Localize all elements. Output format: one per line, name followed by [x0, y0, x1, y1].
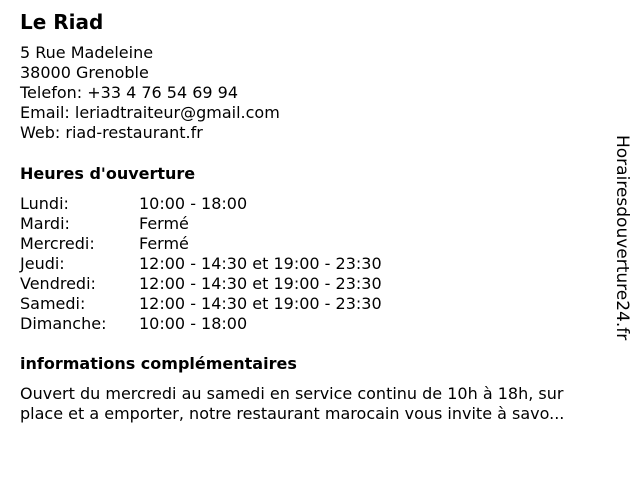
additional-info-heading: informations complémentaires: [20, 354, 297, 373]
day-label: Vendredi:: [20, 274, 96, 293]
hours-row-saturday: [20, 294, 382, 314]
address-city: 38000 Grenoble: [20, 63, 149, 82]
day-label: Samedi:: [20, 294, 86, 313]
day-hours: 12:00 - 14:30 et 19:00 - 23:30: [139, 294, 382, 313]
hours-row-sunday: [20, 314, 382, 334]
hours-row-wednesday: [20, 234, 382, 254]
hours-row-thursday: [20, 254, 382, 274]
day-label: Lundi:: [20, 194, 69, 213]
day-label: Dimanche:: [20, 314, 107, 333]
hours-row-friday: [20, 274, 382, 294]
email-address: Email: leriadtraiteur@gmail.com: [20, 103, 280, 122]
additional-info-text: Ouvert du mercredi au samedi en service continu de 10h à 18h, sur place et a emporter, notre restaurant marocain vous invite à savo...: [20, 384, 565, 423]
opening-hours-heading: Heures d'ouverture: [20, 164, 196, 183]
hours-row-tuesday: [20, 214, 382, 234]
day-hours: Fermé: [139, 234, 189, 253]
day-hours: 12:00 - 14:30 et 19:00 - 23:30: [139, 274, 382, 293]
day-hours: 12:00 - 14:30 et 19:00 - 23:30: [139, 254, 382, 273]
day-hours: Fermé: [139, 214, 189, 233]
business-contact-block: [20, 43, 280, 143]
address-street: 5 Rue Madeleine: [20, 43, 154, 62]
website: Web: riad-restaurant.fr: [20, 123, 203, 142]
side-watermark: Horairesdouverture24.fr: [612, 135, 632, 341]
day-hours: 10:00 - 18:00: [139, 194, 248, 213]
opening-hours-table: [20, 194, 382, 334]
hours-row-monday: [20, 194, 382, 214]
day-hours: 10:00 - 18:00: [139, 314, 248, 333]
day-label: Mercredi:: [20, 234, 95, 253]
phone-number: Telefon: +33 4 76 54 69 94: [20, 83, 239, 102]
day-label: Jeudi:: [20, 254, 65, 273]
day-label: Mardi:: [20, 214, 70, 233]
business-name: Le Riad: [20, 10, 104, 34]
